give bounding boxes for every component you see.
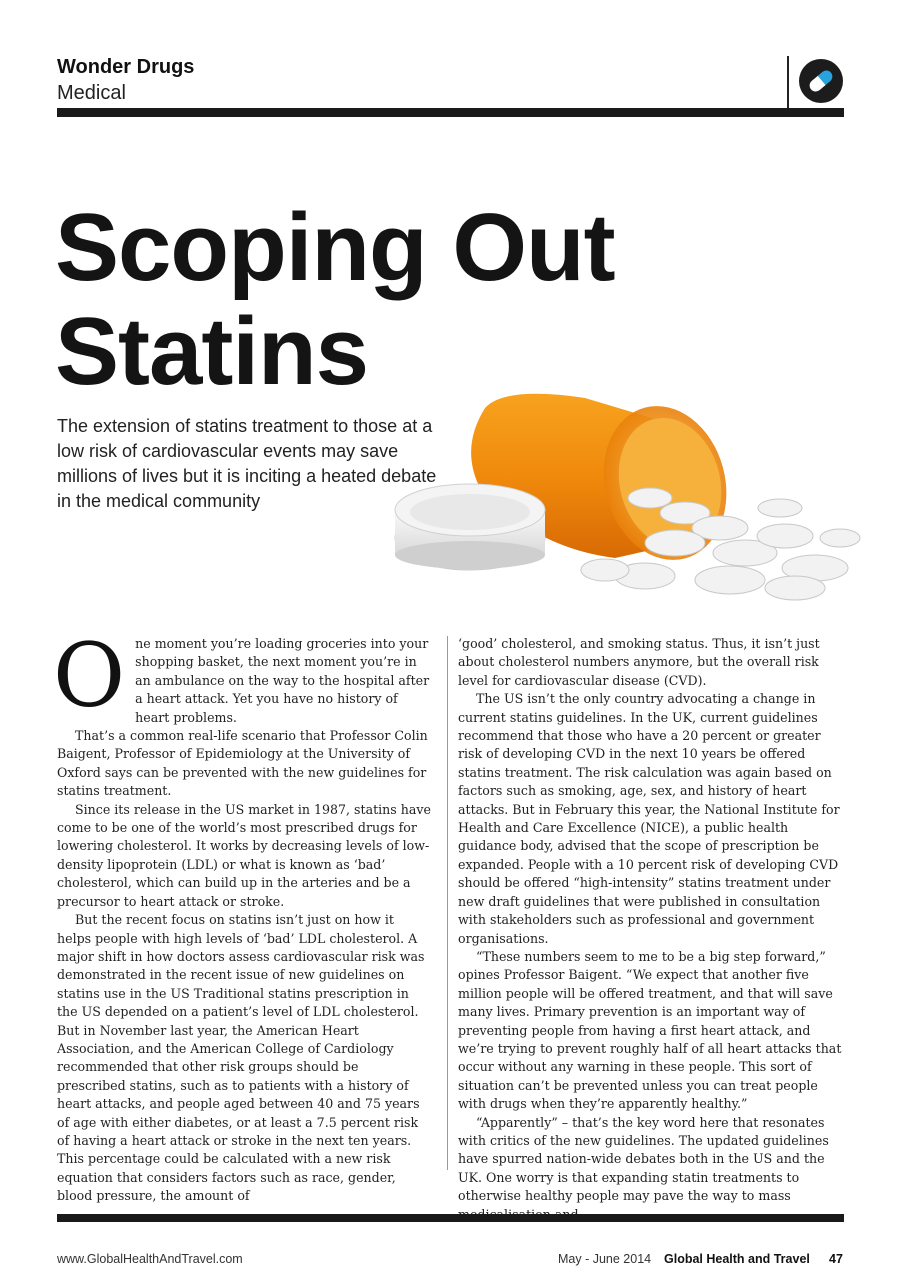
footer-issue-date: May - June 2014: [558, 1252, 652, 1266]
drop-cap: O: [53, 624, 126, 727]
footer-rule: [57, 1214, 844, 1222]
column-divider: [447, 636, 448, 1170]
section-title: Wonder Drugs: [57, 56, 195, 78]
article-paragraph: ‘good’ cholesterol, and smoking status. Thus, it isn’t just about cholesterol numbers anymore, but the overall risk level for cardiovascular disease (CVD).: [458, 636, 820, 688]
headline: [55, 196, 615, 404]
header-rule: [57, 108, 844, 117]
pill-capsule-icon: [798, 58, 844, 104]
footer-magazine-name: Global Health and Travel: [664, 1252, 810, 1266]
hero-image-pill-bottle: [385, 388, 875, 608]
header-divider: [787, 56, 789, 108]
article-paragraph: That’s a common real-life scenario that Professor Colin Baigent, Professor of Epidemiology at the University of Oxford says can be prevented with the new guidelines for statins treatment.: [57, 728, 428, 799]
article-paragraph: The US isn’t the only country advocating a change in current statins guidelines. In the UK, current guidelines recommend that those who have a 20 percent or greater risk of developing CVD in the next 10 years be offered statins treatment. The risk calculation was again based on factors such as smoking, age, sex, and history of heart attacks. But in February this year, the National Institute for Health and Care Excellence (NICE), a public health guidance body, advised that the scope of prescription be expanded. People with a 10 percent risk of developing CVD should be offered “high-intensity” statins treatment under new draft guidelines that were published in consultation with stakeholders such as professional and government organisations.: [458, 691, 840, 946]
footer-website-link[interactable]: www.GlobalHealthAndTravel.com: [57, 1252, 243, 1266]
standfirst: The extension of statins treatment to those at a low risk of cardiovascular events may save millions of lives but it is inciting a heated debate in the medical community: [57, 416, 437, 511]
article-column-left: [53, 624, 431, 1206]
article-paragraph: “Apparently” – that’s the key word here that resonates with critics of the new guidelines. The updated guidelines have spurred nation-wide debates both in the US and the UK. One worry is that expanding statin treatments to otherwise healthy people may pave the way to mass: [458, 1114, 829, 1204]
section-subtitle: Medical: [57, 82, 126, 104]
headline-line-2: Statins: [55, 298, 369, 405]
article-column-right: [458, 635, 844, 1224]
article-paragraph: [53, 624, 431, 727]
paragraph-text: ne moment you’re loading groceries into your shopping basket, the next moment you’re in an ambulance on the way to the hospital after a heart attack. Yet you have no history of heart problems.: [135, 636, 430, 725]
article-paragraph: But the recent focus on statins isn’t just on how it helps people with high levels of ‘bad’ LDL cholesterol. A major shift in how doctors assess cardiovascular risk was demonstrated in the recent issue of new guidelines on statins use in the US Traditional statins prescription in the US depended on a patient’s level of LDL cholesterol. But in November last year, the American Heart Association, and the American College of Cardiology recommended that other risk groups should be prescribed statins, such as to patients with a history of heart attacks, and people aged between 40 and 75 years of age with either diabetes, or at least a 7.5 percent risk of having a heart attack or stroke in the next ten years. This percentage could be calculated with a new risk equation that considers factors such as race, gender, blood pressure, the amount of: [57, 912, 425, 1204]
headline-line-1: Scoping Out: [55, 194, 615, 301]
article-paragraph: Since its release in the US market in 1987, statins have come to be one of the world’s most prescribed drugs for lowering cholesterol. It works by decreasing levels of low-density lipoprotein (LDL) or what is known as ‘bad’ cholesterol, which can build up in the arteries and be a precursor to heart attack or stroke.: [57, 801, 431, 909]
page-number: 47: [829, 1252, 843, 1266]
article-paragraph: “These numbers seem to me to be a big step forward,” opines Professor Baigent. “We expect that another five million people will be offered treatment, and that will save many lives. Primary prevention is an important way of preventing people from having a first heart attack, and we’re trying to prevent roughly half of all heart attacks that occur without any warning in these people. This sort of situation can’t be prevented unless you can treat people with drugs when they’re apparently healthy.”: [458, 948, 842, 1112]
